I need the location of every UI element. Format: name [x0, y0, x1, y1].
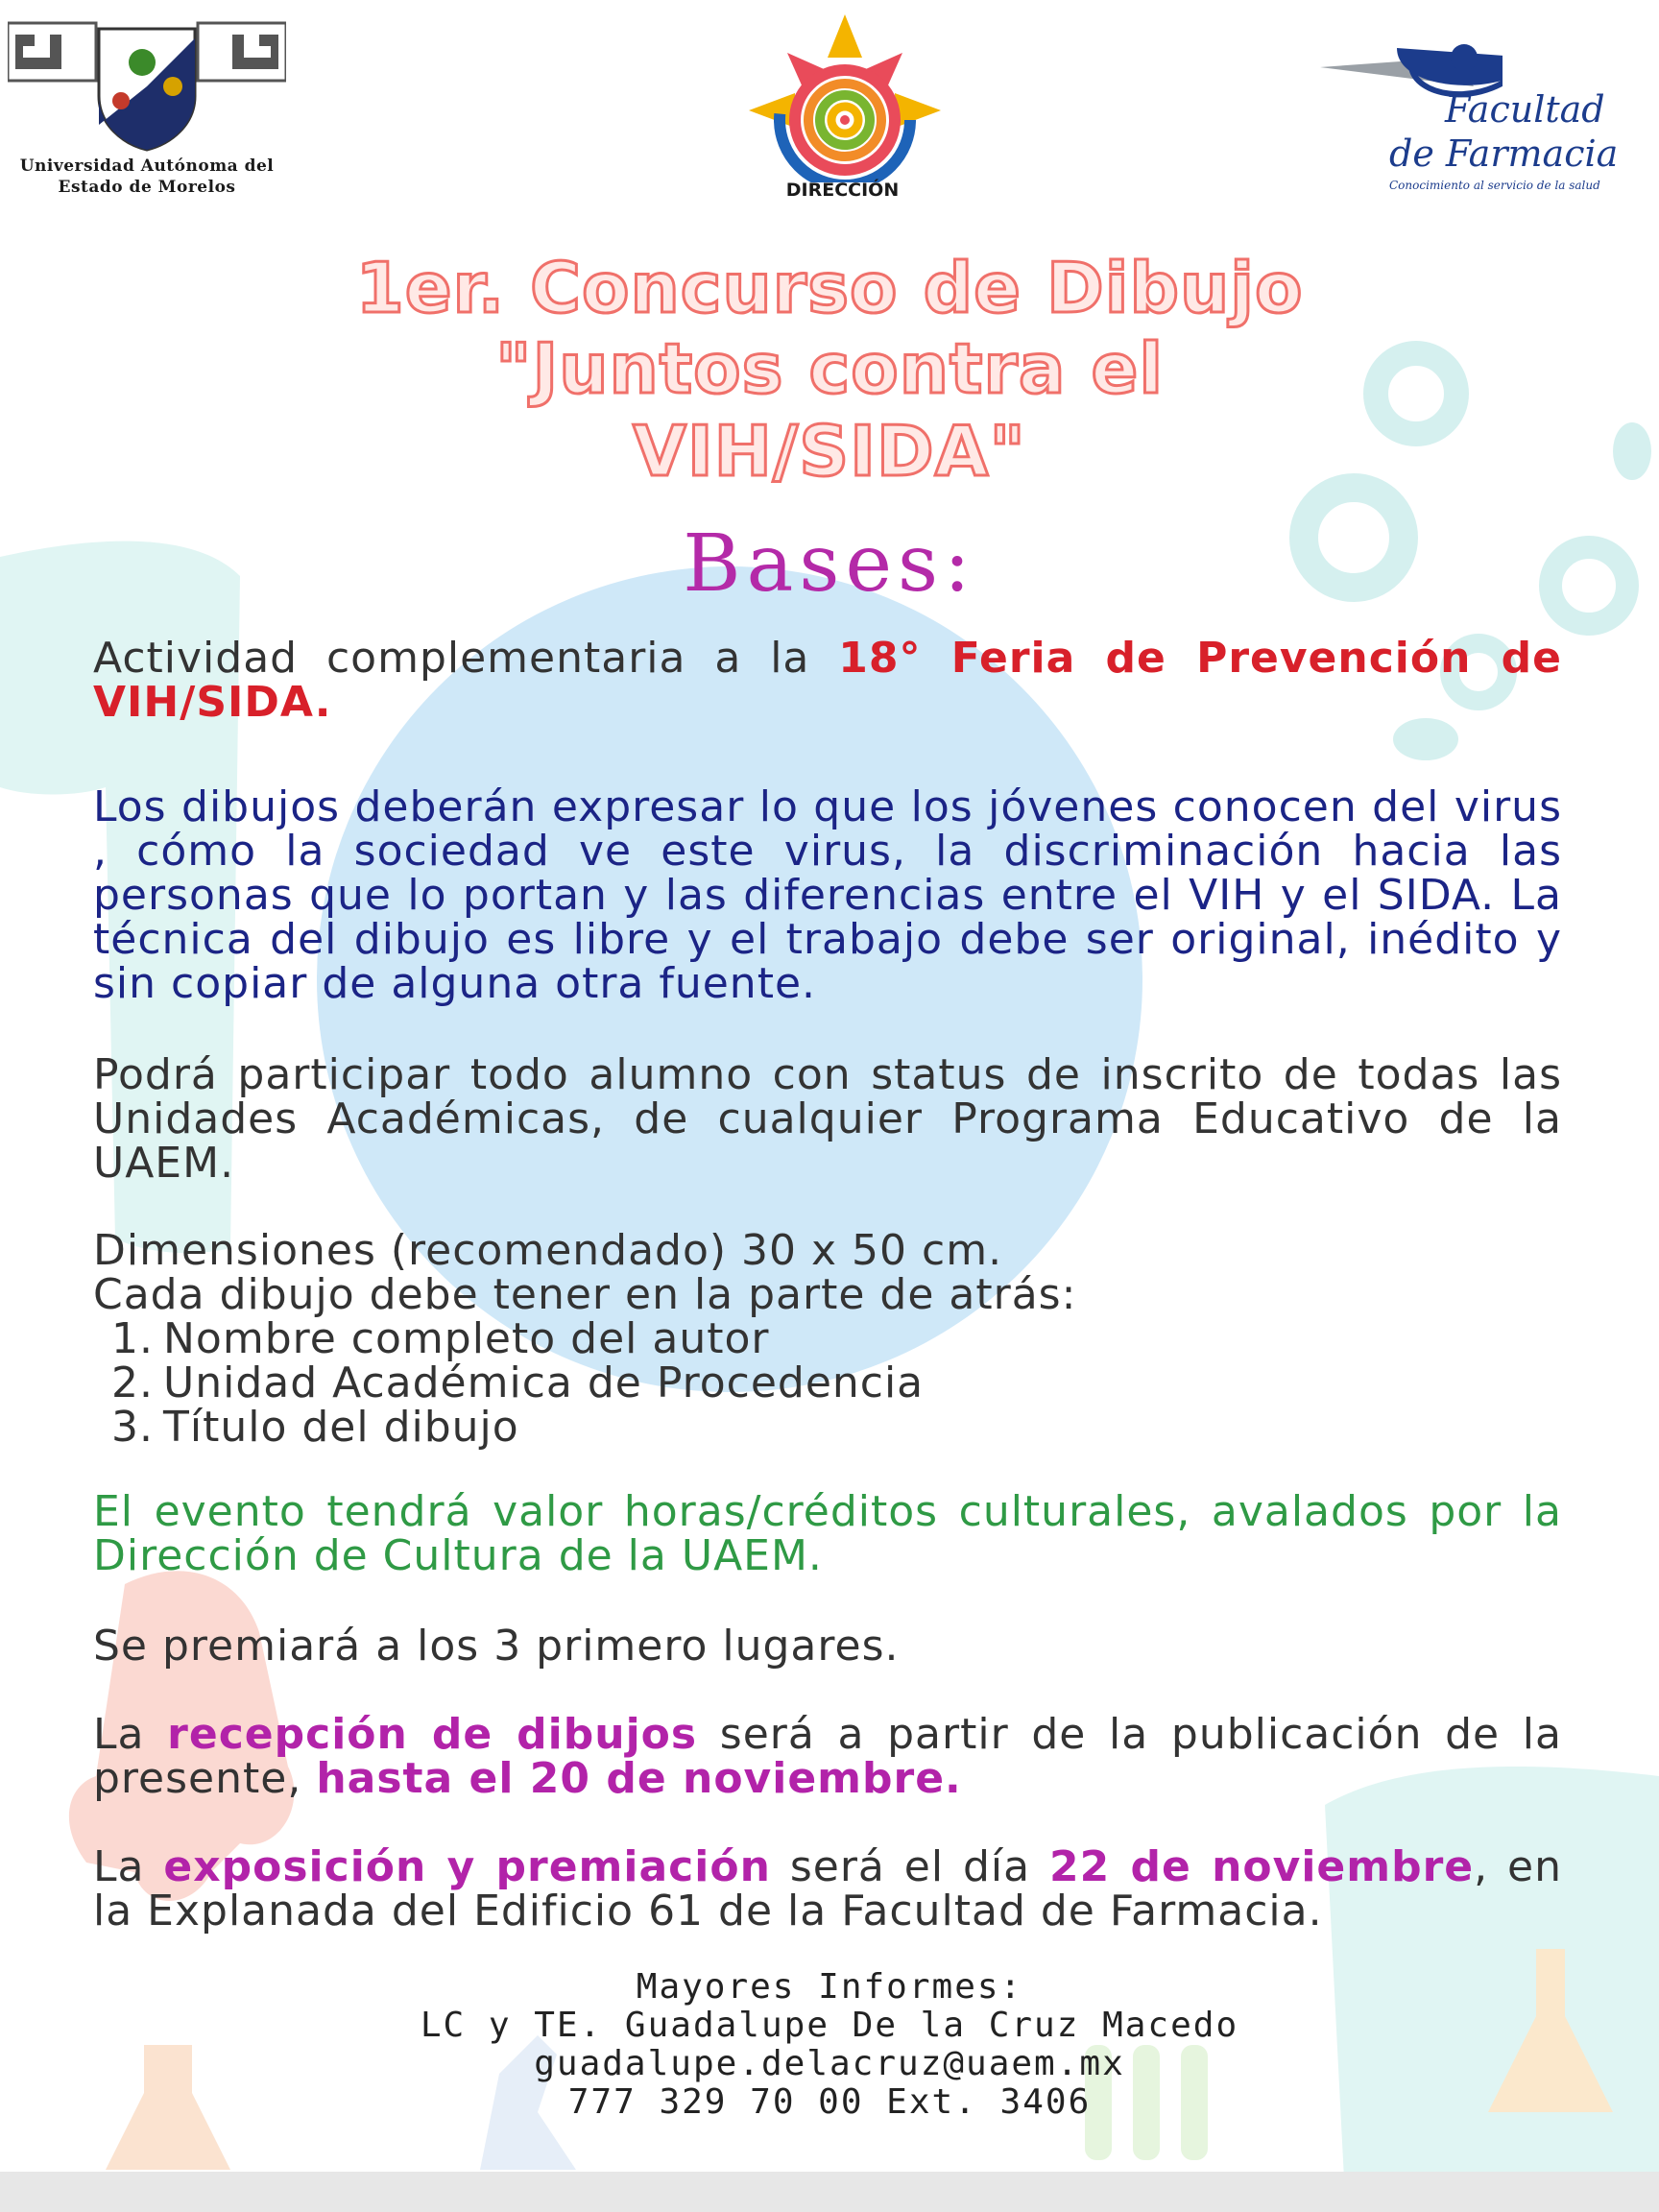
paragraph-drawings: Los dibujos deberán expresar lo que los jóvenes conocen del virus , cómo la sociedad ve este virus, la discriminación hacia las personas que lo portan y las diferencias entre el VIH y el SIDA. La técnica del dibujo es libre y el trabajo debe ser original, inédito y sin copiar de alguna otra fuente. — [93, 782, 1562, 1008]
exhibition-highlight: exposición y premiación — [163, 1842, 771, 1891]
list-item-number: 1. — [111, 1314, 154, 1363]
requirements-list — [104, 1314, 1448, 1452]
uaem-logo — [8, 19, 286, 202]
list-item-number: 2. — [111, 1358, 154, 1407]
paragraph-exhibition — [93, 1842, 1562, 1936]
exhibition-text-e: , en la Explanada del Edificio 61 de la Facultad de Farmacia. — [93, 1842, 1562, 1936]
uaem-caption — [8, 156, 286, 198]
reception-text-a: La — [93, 1710, 168, 1759]
facultad-title-line1: Facultad — [1445, 88, 1605, 131]
direccion-logo — [749, 14, 970, 202]
paragraph-dimensions — [93, 1226, 1562, 1319]
facultad-tagline: Conocimiento al servicio de la salud — [1389, 179, 1600, 192]
uaem-name-line1: Universidad Autónoma del — [19, 156, 275, 176]
reception-text-c: será a partir de la publicación de la presente, — [93, 1710, 1562, 1803]
list-item-text: Nombre completo del autor — [163, 1314, 770, 1363]
list-item — [104, 1358, 1448, 1407]
bases-heading: Bases: — [683, 518, 976, 610]
paragraph-participants: Podrá participar todo alumno con status de inscrito de todas las Unidades Académicas, de cualquier Programa Educativo de la UAEM. — [93, 1050, 1562, 1188]
contact-phone: 777 329 70 00 Ext. 3406 — [567, 2082, 1092, 2122]
contact-email: guadalupe.delacruz@uaem.mx — [534, 2044, 1125, 2083]
title-line3: VIH/SIDA" — [633, 411, 1026, 492]
list-item — [104, 1403, 1448, 1452]
paragraph-credits: El evento tendrá valor horas/créditos culturales, avalados por la Dirección de Cultura de la UAEM. — [93, 1487, 1562, 1580]
exhibition-text-c: será el día — [770, 1842, 1050, 1891]
dimensions-line: Dimensiones (recomendado) 30 x 50 cm. — [93, 1226, 1003, 1275]
reception-highlight: recepción de dibujos — [167, 1710, 698, 1759]
direccion-caption: DIRECCIÓN — [785, 180, 900, 201]
title-line1: 1er. Concurso de Dibujo — [355, 248, 1304, 328]
facultad-title-line2: de Farmacia — [1389, 132, 1619, 175]
title-line2: "Juntos contra el — [494, 328, 1165, 409]
uaem-name-line2: Estado de Morelos — [58, 178, 236, 197]
activity-text: Actividad complementaria a la — [93, 634, 839, 683]
deadline-highlight: hasta el 20 de noviembre. — [316, 1754, 962, 1803]
paragraph-reception — [93, 1710, 1562, 1803]
exhibition-text-a: La — [93, 1842, 164, 1891]
paragraph-prizes: Se premiará a los 3 primero lugares. — [93, 1622, 900, 1671]
compass-sun-icon — [749, 14, 941, 182]
contact-footer — [0, 1968, 1659, 2122]
back-info-line: Cada dibujo debe tener en la parte de atrás: — [93, 1270, 1077, 1319]
facultad-farmacia-logo — [1310, 19, 1627, 202]
feria-highlight: 18° Feria de Prevención de VIH/SIDA. — [93, 634, 1562, 727]
exhibition-date-highlight: 22 de noviembre — [1049, 1842, 1475, 1891]
bottom-strip-decoration — [0, 2172, 1659, 2212]
uaem-crest-icon — [8, 19, 286, 154]
list-item — [104, 1314, 1448, 1363]
footer-heading: Mayores Informes: — [636, 1967, 1023, 2007]
contact-name: LC y TE. Guadalupe De la Cruz Macedo — [420, 2006, 1239, 2045]
paragraph-activity — [93, 634, 1562, 727]
list-item-text: Título del dibujo — [163, 1403, 519, 1452]
list-item-number: 3. — [111, 1403, 154, 1452]
list-item-text: Unidad Académica de Procedencia — [163, 1358, 925, 1407]
